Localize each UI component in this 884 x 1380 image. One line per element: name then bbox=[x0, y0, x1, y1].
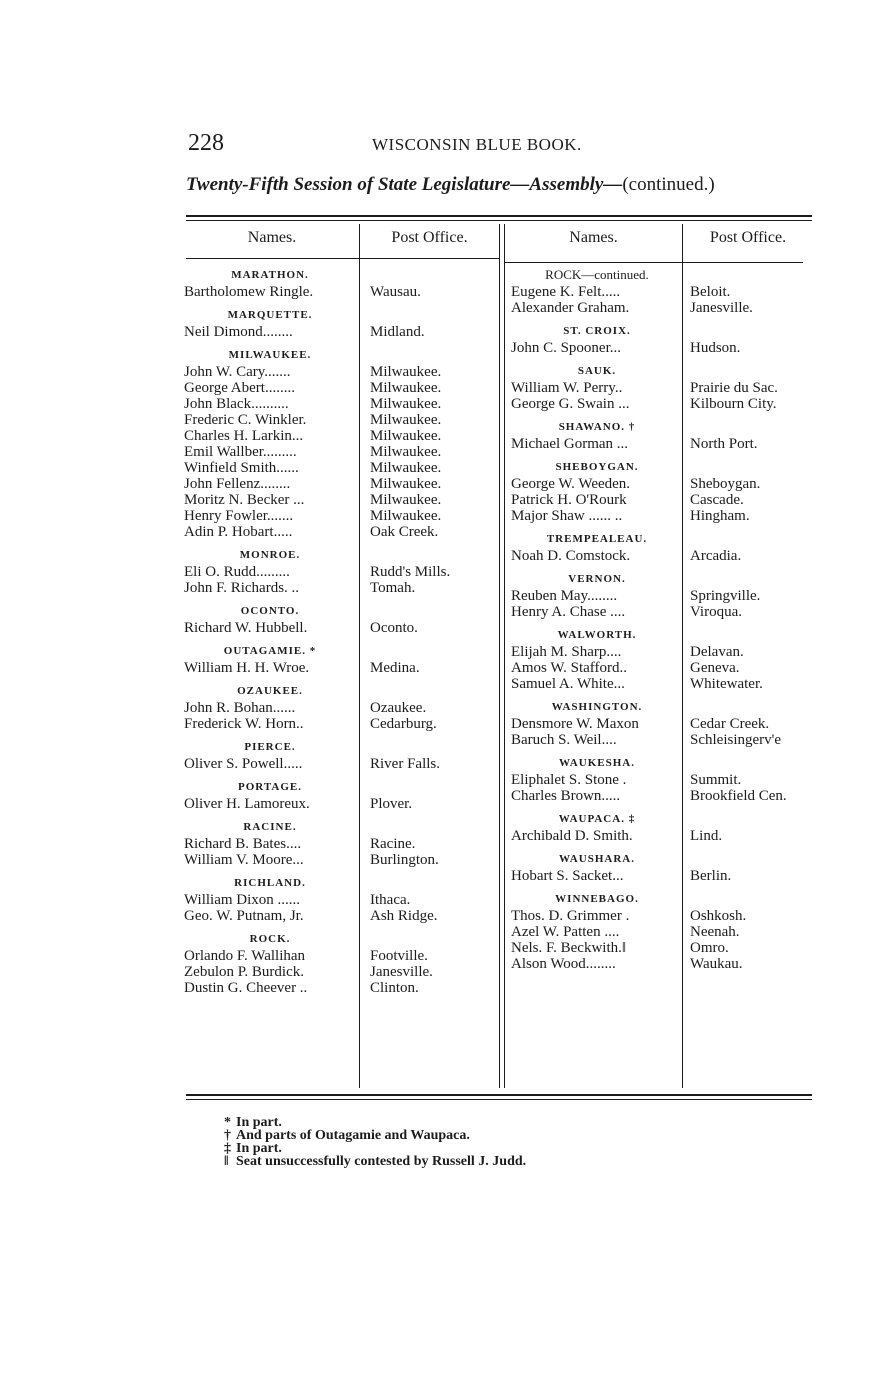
member-row bbox=[511, 549, 813, 565]
footnote-text: In part. bbox=[236, 1115, 282, 1130]
member-row bbox=[511, 869, 813, 885]
county-heading: WAUSHARA. bbox=[559, 853, 635, 865]
member-post-office: Clinton. bbox=[370, 981, 419, 996]
header-names-right: Names. bbox=[569, 229, 618, 246]
member-row bbox=[184, 325, 498, 341]
member-post-office: Hudson. bbox=[690, 341, 741, 356]
member-row bbox=[511, 677, 813, 693]
member-row bbox=[511, 605, 813, 621]
member-row bbox=[511, 773, 813, 789]
member-name: Emil Wallber......... bbox=[184, 445, 297, 460]
member-name: Eugene K. Felt..... bbox=[511, 285, 621, 300]
member-name: Thos. D. Grimmer . bbox=[511, 909, 630, 924]
member-row bbox=[511, 909, 813, 925]
member-name: Baruch S. Weil.... bbox=[511, 733, 617, 748]
member-row bbox=[184, 525, 498, 541]
member-row bbox=[184, 477, 498, 493]
county-heading: TREMPEALEAU. bbox=[546, 533, 648, 545]
member-row bbox=[184, 701, 498, 717]
member-row bbox=[511, 509, 813, 525]
member-post-office: Janesville. bbox=[690, 301, 753, 316]
member-name: Neil Dimond........ bbox=[184, 325, 293, 340]
member-name: Reuben May........ bbox=[511, 589, 618, 604]
county-heading: SHEBOYGAN. bbox=[555, 461, 639, 473]
member-post-office: Arcadia. bbox=[690, 549, 742, 564]
member-name: Richard W. Hubbell. bbox=[184, 621, 308, 636]
member-post-office: Cascade. bbox=[690, 493, 744, 508]
member-post-office: Tomah. bbox=[370, 581, 416, 596]
member-name: William Dixon ...... bbox=[184, 893, 301, 908]
member-post-office: Milwaukee. bbox=[370, 397, 442, 412]
column-divider-center-b bbox=[504, 224, 505, 1088]
county-heading: PIERCE. bbox=[244, 741, 296, 753]
member-name: Winfield Smith...... bbox=[184, 461, 299, 476]
member-row bbox=[511, 285, 813, 301]
member-name: George G. Swain ... bbox=[511, 397, 630, 412]
member-name: Elijah M. Sharp.... bbox=[511, 645, 622, 660]
member-row bbox=[184, 853, 498, 869]
member-name: William H. H. Wroe. bbox=[184, 661, 310, 676]
member-post-office: Whitewater. bbox=[690, 677, 763, 692]
right-column bbox=[511, 268, 813, 973]
member-name: Azel W. Patten .... bbox=[511, 925, 620, 940]
footnote-symbol: ‖ bbox=[224, 1154, 229, 1169]
member-post-office: Hingham. bbox=[690, 509, 750, 524]
member-name: Orlando F. Wallihan bbox=[184, 949, 306, 964]
member-name: Archibald D. Smith. bbox=[511, 829, 633, 844]
top-rule-thin bbox=[186, 220, 812, 221]
county-heading: ST. CROIX. bbox=[563, 325, 631, 337]
member-row bbox=[511, 733, 813, 749]
county-heading: WALWORTH. bbox=[557, 629, 637, 641]
member-post-office: Racine. bbox=[370, 837, 416, 852]
column-divider-center-a bbox=[499, 224, 500, 1088]
member-post-office: Ash Ridge. bbox=[370, 909, 438, 924]
member-name: Alson Wood........ bbox=[511, 957, 616, 972]
member-row bbox=[511, 437, 813, 453]
member-name: Major Shaw ...... .. bbox=[511, 509, 623, 524]
member-name: George Abert........ bbox=[184, 381, 295, 396]
member-row bbox=[511, 789, 813, 805]
member-name: Moritz N. Becker ... bbox=[184, 493, 305, 508]
county-heading: VERNON. bbox=[568, 573, 626, 585]
county-heading: PORTAGE. bbox=[238, 781, 302, 793]
page-number: 228 bbox=[188, 130, 224, 156]
member-name: Oliver H. Lamoreux. bbox=[184, 797, 310, 812]
member-post-office: Springville. bbox=[690, 589, 761, 604]
member-post-office: North Port. bbox=[690, 437, 758, 452]
member-post-office: Delavan. bbox=[690, 645, 744, 660]
header-post-office-right: Post Office. bbox=[709, 229, 787, 246]
header-rule-right bbox=[505, 262, 803, 263]
member-name: John Fellenz........ bbox=[184, 477, 291, 492]
footnotes bbox=[224, 1116, 526, 1168]
member-name: Noah D. Comstock. bbox=[511, 549, 631, 564]
county-heading: MARATHON. bbox=[231, 269, 309, 281]
member-post-office: Milwaukee. bbox=[370, 477, 442, 492]
member-name: Hobart S. Sacket... bbox=[511, 869, 624, 884]
footnote-symbol: ‡ bbox=[224, 1141, 231, 1156]
member-post-office: Cedar Creek. bbox=[690, 717, 770, 732]
member-post-office: Footville. bbox=[370, 949, 428, 964]
member-post-office: Rudd's Mills. bbox=[370, 565, 451, 580]
county-heading: ROCK—continued. bbox=[545, 267, 649, 282]
member-row bbox=[184, 445, 498, 461]
member-post-office: Milwaukee. bbox=[370, 445, 442, 460]
member-name: Henry A. Chase .... bbox=[511, 605, 626, 620]
footnote-text: Seat unsuccessfully contested by Russell J. Judd. bbox=[236, 1154, 527, 1169]
county-heading: OCONTO. bbox=[240, 605, 300, 617]
member-name: George W. Weeden. bbox=[511, 477, 631, 492]
member-name: Alexander Graham. bbox=[511, 301, 630, 316]
member-row bbox=[184, 581, 498, 597]
member-post-office: Beloit. bbox=[690, 285, 731, 300]
member-row bbox=[184, 981, 498, 997]
member-post-office: Neenah. bbox=[690, 925, 740, 940]
member-name: Patrick H. O'Rourk bbox=[511, 493, 627, 508]
member-row bbox=[511, 645, 813, 661]
member-name: Eliphalet S. Stone . bbox=[511, 773, 627, 788]
header-post-office-left: Post Office. bbox=[391, 229, 468, 246]
member-row bbox=[184, 509, 498, 525]
county-heading: RICHLAND. bbox=[234, 877, 306, 889]
member-post-office: Milwaukee. bbox=[370, 381, 442, 396]
member-post-office: Geneva. bbox=[690, 661, 740, 676]
member-row bbox=[184, 837, 498, 853]
member-post-office: Midland. bbox=[370, 325, 425, 340]
member-post-office: Milwaukee. bbox=[370, 429, 442, 444]
footnote-text: And parts of Outagamie and Waupaca. bbox=[236, 1128, 470, 1143]
member-row bbox=[184, 757, 498, 773]
bottom-rule-thin bbox=[186, 1099, 812, 1100]
member-row bbox=[184, 621, 498, 637]
member-row bbox=[184, 965, 498, 981]
member-post-office: Wausau. bbox=[370, 285, 421, 300]
member-name: Oliver S. Powell..... bbox=[184, 757, 303, 772]
title-main: Twenty-Fifth Session of State Legislature—Assembly— bbox=[186, 174, 623, 195]
member-row bbox=[511, 493, 813, 509]
member-name: Frederic C. Winkler. bbox=[184, 413, 307, 428]
header-rule-left bbox=[186, 258, 499, 259]
member-name: Nels. F. Beckwith.‖ bbox=[511, 941, 627, 956]
member-post-office: Brookfield Cen. bbox=[690, 789, 787, 804]
footnote-text: In part. bbox=[236, 1141, 282, 1156]
member-name: John C. Spooner... bbox=[511, 341, 622, 356]
member-post-office: Kilbourn City. bbox=[690, 397, 777, 412]
title-continued: (continued.) bbox=[622, 174, 715, 195]
member-row bbox=[511, 957, 813, 973]
member-row bbox=[511, 589, 813, 605]
member-post-office: Burlington. bbox=[370, 853, 439, 868]
member-row bbox=[184, 365, 498, 381]
member-name: Geo. W. Putnam, Jr. bbox=[184, 909, 304, 924]
member-name: William W. Perry.. bbox=[511, 381, 623, 396]
member-row bbox=[184, 893, 498, 909]
member-name: Samuel A. White... bbox=[511, 677, 625, 692]
member-row bbox=[184, 797, 498, 813]
left-column bbox=[184, 268, 498, 997]
member-row bbox=[184, 413, 498, 429]
member-post-office: Sheboygan. bbox=[690, 477, 761, 492]
table-title bbox=[186, 174, 715, 196]
member-name: Bartholomew Ringle. bbox=[184, 285, 314, 300]
member-row bbox=[184, 461, 498, 477]
member-name: Charles Brown..... bbox=[511, 789, 621, 804]
member-post-office: Prairie du Sac. bbox=[690, 381, 778, 396]
county-heading: WINNEBAGO. bbox=[555, 893, 639, 905]
member-post-office: Milwaukee. bbox=[370, 493, 442, 508]
member-name: Henry Fowler....... bbox=[184, 509, 294, 524]
footnote-symbol: † bbox=[224, 1128, 231, 1143]
member-name: John W. Cary....... bbox=[184, 365, 291, 380]
member-post-office: Oak Creek. bbox=[370, 525, 439, 540]
member-name: Eli O. Rudd......... bbox=[184, 565, 290, 580]
member-post-office: River Falls. bbox=[370, 757, 440, 772]
footnote bbox=[224, 1155, 526, 1168]
county-heading: RACINE. bbox=[243, 821, 297, 833]
county-heading: MONROE. bbox=[239, 549, 301, 561]
county-heading: WASHINGTON. bbox=[551, 701, 643, 713]
member-name: Amos W. Stafford.. bbox=[511, 661, 627, 676]
member-row bbox=[184, 285, 498, 301]
county-heading: OUTAGAMIE. * bbox=[223, 645, 317, 657]
member-post-office: Ozaukee. bbox=[370, 701, 427, 716]
member-row bbox=[184, 381, 498, 397]
top-rule-thick bbox=[186, 215, 812, 217]
member-row bbox=[511, 925, 813, 941]
member-post-office: Milwaukee. bbox=[370, 461, 442, 476]
member-row bbox=[511, 341, 813, 357]
member-post-office: Omro. bbox=[690, 941, 729, 956]
member-post-office: Waukau. bbox=[690, 957, 743, 972]
member-row bbox=[184, 909, 498, 925]
county-heading: WAUKESHA. bbox=[559, 757, 635, 769]
member-post-office: Plover. bbox=[370, 797, 413, 812]
county-heading: SAUK. bbox=[577, 365, 617, 377]
footnote-symbol: * bbox=[224, 1115, 231, 1130]
member-name: Densmore W. Maxon bbox=[511, 717, 639, 732]
member-row bbox=[184, 717, 498, 733]
county-heading: OZAUKEE. bbox=[237, 685, 303, 697]
member-post-office: Oconto. bbox=[370, 621, 418, 636]
member-post-office: Summit. bbox=[690, 773, 742, 788]
member-name: Adin P. Hobart..... bbox=[184, 525, 293, 540]
member-row bbox=[511, 829, 813, 845]
county-heading: ROCK. bbox=[249, 933, 291, 945]
member-name: William V. Moore... bbox=[184, 853, 304, 868]
header-names-left: Names. bbox=[247, 229, 297, 246]
member-name: Charles H. Larkin... bbox=[184, 429, 304, 444]
member-row bbox=[184, 397, 498, 413]
member-post-office: Schleisingerv'e bbox=[690, 733, 782, 748]
member-row bbox=[184, 565, 498, 581]
member-row bbox=[511, 397, 813, 413]
member-post-office: Lind. bbox=[690, 829, 723, 844]
member-row bbox=[184, 949, 498, 965]
member-post-office: Medina. bbox=[370, 661, 420, 676]
member-name: Zebulon P. Burdick. bbox=[184, 965, 304, 980]
member-post-office: Cedarburg. bbox=[370, 717, 437, 732]
county-heading: WAUPACA. ‡ bbox=[558, 813, 636, 825]
running-head: WISCONSIN BLUE BOOK. bbox=[372, 135, 582, 154]
county-heading: SHAWANO. † bbox=[558, 421, 636, 433]
member-row bbox=[511, 717, 813, 733]
member-post-office: Milwaukee. bbox=[370, 365, 442, 380]
member-post-office: Milwaukee. bbox=[370, 413, 442, 428]
bottom-rule-thick bbox=[186, 1094, 812, 1096]
member-name: Michael Gorman ... bbox=[511, 437, 629, 452]
member-name: John F. Richards. .. bbox=[184, 581, 300, 596]
member-post-office: Viroqua. bbox=[690, 605, 743, 620]
member-post-office: Milwaukee. bbox=[370, 509, 442, 524]
member-post-office: Oshkosh. bbox=[690, 909, 747, 924]
member-name: Frederick W. Horn.. bbox=[184, 717, 304, 732]
member-row bbox=[511, 941, 813, 957]
county-heading: MILWAUKEE. bbox=[228, 349, 312, 361]
member-name: John Black.......... bbox=[184, 397, 289, 412]
member-row bbox=[511, 477, 813, 493]
member-name: John R. Bohan...... bbox=[184, 701, 296, 716]
member-row bbox=[184, 493, 498, 509]
member-row bbox=[511, 661, 813, 677]
member-row bbox=[511, 301, 813, 317]
member-row bbox=[184, 661, 498, 677]
member-post-office: Janesville. bbox=[370, 965, 433, 980]
member-name: Richard B. Bates.... bbox=[184, 837, 302, 852]
member-name: Dustin G. Cheever .. bbox=[184, 981, 308, 996]
member-row bbox=[184, 429, 498, 445]
county-heading: MARQUETTE. bbox=[227, 309, 313, 321]
member-row bbox=[511, 381, 813, 397]
member-post-office: Berlin. bbox=[690, 869, 732, 884]
member-post-office: Ithaca. bbox=[370, 893, 411, 908]
